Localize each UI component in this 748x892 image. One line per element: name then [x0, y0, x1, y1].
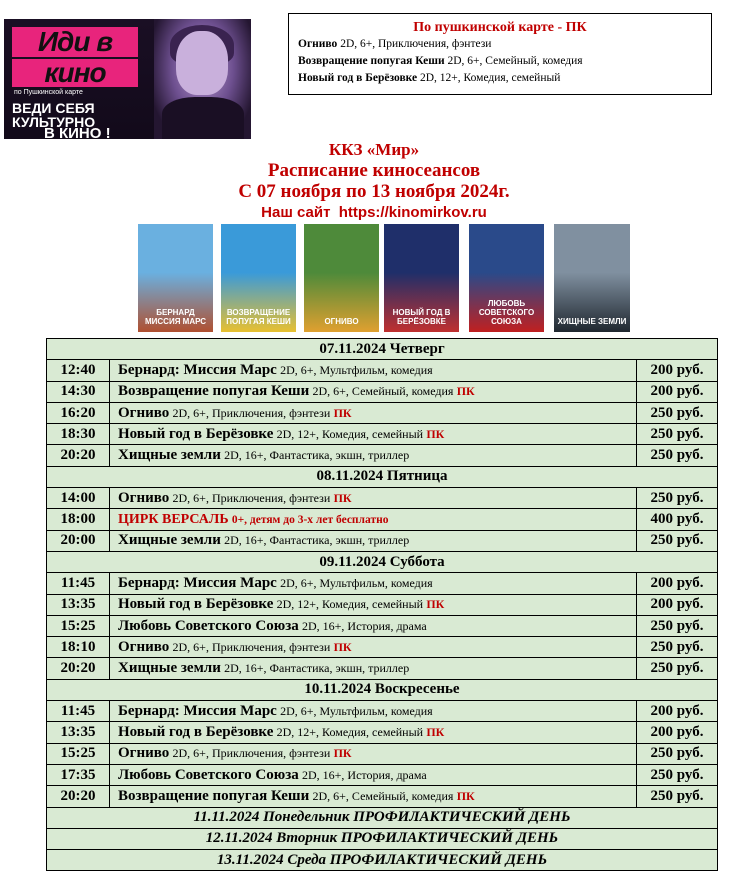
session-film [110, 658, 637, 679]
poster-berezovka[interactable] [384, 224, 459, 332]
film-details: 2D, 6+, Семейный, комедия [447, 55, 583, 67]
session-time: 16:20 [47, 402, 110, 423]
banner-line-4: КУЛЬТУРНО [12, 114, 96, 130]
film-title: Бернард: Миссия Марс [118, 361, 277, 378]
schedule-table [46, 338, 718, 871]
film-title: Возвращение попугая Кеши [298, 55, 445, 67]
film-details: 2D, 6+, Приключения, фэнтези [172, 490, 331, 505]
poster-caption: ЛЮБОВЬ СОВЕТСКОГО СОЮЗА [478, 299, 535, 326]
session-row [47, 594, 718, 615]
session-row [47, 701, 718, 722]
film-title: Новый год в Берёзовке [118, 723, 274, 740]
session-row [47, 764, 718, 785]
session-row [47, 381, 718, 402]
pushkin-card-mark: ПК [426, 724, 445, 739]
pushkin-card-box [288, 13, 712, 95]
film-title: Огниво [118, 638, 170, 655]
film-title: Любовь Советского Союза [118, 617, 299, 634]
session-time: 15:25 [47, 743, 110, 764]
site-label: Наш сайт [261, 204, 331, 221]
film-title: Хищные земли [118, 447, 221, 464]
session-price: 200 руб. [637, 594, 718, 615]
session-price: 250 руб. [637, 658, 718, 679]
day-header: 09.11.2024 Суббота [47, 551, 718, 572]
session-price: 250 руб. [637, 530, 718, 551]
film-title: Новый год в Берёзовке [118, 425, 274, 442]
session-row [47, 488, 718, 509]
film-details: 2D, 6+, Семейный, комедия [312, 384, 454, 399]
session-time: 18:00 [47, 509, 110, 530]
session-row [47, 360, 718, 381]
session-price: 200 руб. [637, 573, 718, 594]
session-price: 250 руб. [637, 637, 718, 658]
film-title: Возвращение попугая Кеши [118, 787, 310, 804]
session-price: 250 руб. [637, 445, 718, 466]
session-time: 14:00 [47, 488, 110, 509]
maintenance-day-row [47, 807, 718, 828]
session-film [110, 424, 637, 445]
film-title: Огниво [118, 489, 170, 506]
film-title: Бернард: Миссия Марс [118, 702, 277, 719]
poster-kesha[interactable] [221, 224, 296, 332]
session-film [110, 381, 637, 402]
session-price: 200 руб. [637, 360, 718, 381]
poster-ognivo[interactable] [304, 224, 379, 332]
venue-name: ККЗ «Мир» [328, 140, 420, 159]
session-film [110, 637, 637, 658]
poster-caption: НОВЫЙ ГОД В БЕРЁЗОВКЕ [392, 308, 451, 326]
maintenance-day: 11.11.2024 Понедельник ПРОФИЛАКТИЧЕСКИЙ ДЕНЬ [47, 807, 718, 828]
session-price: 250 руб. [637, 615, 718, 636]
banner-line-3: ВЕДИ СЕБЯ [12, 100, 95, 116]
film-details: 2D, 6+, Приключения, фэнтези [172, 405, 331, 420]
session-time: 14:30 [47, 381, 110, 402]
session-film [110, 530, 637, 551]
session-row [47, 573, 718, 594]
session-film [110, 743, 637, 764]
film-title: Огниво [118, 745, 170, 762]
session-film [110, 360, 637, 381]
session-film [110, 509, 637, 530]
schedule-dates: С 07 ноября по 13 ноября 2024г. [238, 181, 510, 202]
schedule-title: Расписание киносеансов [267, 160, 481, 181]
pushkin-card-film [298, 53, 711, 70]
film-title: Хищные земли [118, 660, 221, 677]
session-price: 200 руб. [637, 701, 718, 722]
film-title: Новый год в Берёзовке [118, 596, 274, 613]
session-film [110, 445, 637, 466]
pushkin-card-title: По пушкинской карте - ПК [413, 20, 587, 35]
film-details: 2D, 6+, Приключения, фэнтези [340, 38, 492, 50]
session-price: 400 руб. [637, 509, 718, 530]
film-title: Огниво [118, 404, 170, 421]
film-details: 2D, 16+, История, драма [301, 618, 427, 633]
session-row [47, 658, 718, 679]
session-price: 200 руб. [637, 381, 718, 402]
pushkin-card-mark: ПК [333, 490, 352, 505]
film-details: 2D, 6+, Мультфильм, комедия [280, 575, 433, 590]
film-details: 2D, 6+, Мультфильм, комедия [280, 362, 433, 377]
maintenance-day: 12.11.2024 Вторник ПРОФИЛАКТИЧЕСКИЙ ДЕНЬ [47, 828, 718, 849]
film-title: Хищные земли [118, 532, 221, 549]
session-film [110, 701, 637, 722]
session-time: 20:20 [47, 445, 110, 466]
poster-caption: БЕРНАРД МИССИЯ МАРС [144, 308, 207, 326]
pushkin-portrait [154, 19, 251, 139]
poster-khishchnye[interactable] [554, 224, 630, 332]
poster-caption: ХИЩНЫЕ ЗЕМЛИ [557, 317, 627, 326]
site-link[interactable]: https://kinomirkov.ru [338, 204, 487, 221]
poster-lyubov[interactable] [469, 224, 544, 332]
session-time: 20:00 [47, 530, 110, 551]
session-film [110, 786, 637, 807]
session-row [47, 445, 718, 466]
pushkin-card-mark: ПК [333, 639, 352, 654]
day-header-row [47, 466, 718, 487]
banner-line-1: Иди в [12, 27, 138, 57]
pushkin-card-mark: ПК [456, 788, 475, 803]
session-film [110, 573, 637, 594]
poster-caption: ВОЗВРАЩЕНИЕ ПОПУГАЯ КЕШИ [226, 308, 291, 326]
session-film [110, 615, 637, 636]
session-row [47, 743, 718, 764]
maintenance-day-row [47, 850, 718, 871]
day-header: 10.11.2024 Воскресенье [47, 679, 718, 700]
session-row [47, 424, 718, 445]
session-time: 20:20 [47, 786, 110, 807]
session-time: 11:45 [47, 701, 110, 722]
maintenance-day-row [47, 828, 718, 849]
day-header-row [47, 339, 718, 360]
day-header: 08.11.2024 Пятница [47, 466, 718, 487]
event-title: ЦИРК ВЕРСАЛЬ [118, 512, 229, 528]
pushkin-card-film [298, 70, 711, 87]
film-details: 2D, 12+, Комедия, семейный [420, 72, 561, 84]
session-row [47, 615, 718, 636]
session-row [47, 786, 718, 807]
session-time: 18:10 [47, 637, 110, 658]
banner-line-5: В КИНО ! [44, 125, 111, 139]
session-price: 250 руб. [637, 424, 718, 445]
poster-bernard[interactable] [138, 224, 213, 332]
pushkin-card-mark: ПК [333, 746, 352, 761]
film-title: Огниво [298, 38, 338, 50]
session-time: 13:35 [47, 594, 110, 615]
film-details: 2D, 16+, Фантастика, экшн, триллер [224, 448, 410, 463]
day-header: 07.11.2024 Четверг [47, 339, 718, 360]
maintenance-day: 13.11.2024 Среда ПРОФИЛАКТИЧЕСКИЙ ДЕНЬ [47, 850, 718, 871]
film-title: Возвращение попугая Кеши [118, 383, 310, 400]
day-header-row [47, 679, 718, 700]
film-details: 2D, 16+, История, драма [301, 767, 427, 782]
session-time: 13:35 [47, 722, 110, 743]
pushkin-card-mark: ПК [426, 426, 445, 441]
session-time: 15:25 [47, 615, 110, 636]
session-time: 20:20 [47, 658, 110, 679]
film-details: 2D, 6+, Мультфильм, комедия [280, 703, 433, 718]
session-row [47, 530, 718, 551]
session-film [110, 594, 637, 615]
session-price: 250 руб. [637, 402, 718, 423]
film-details: 2D, 12+, Комедия, семейный [276, 426, 424, 441]
pushkin-card-banner [4, 19, 251, 139]
film-details: 2D, 12+, Комедия, семейный [276, 724, 424, 739]
session-film [110, 402, 637, 423]
session-film [110, 488, 637, 509]
film-title: Бернард: Миссия Марс [118, 574, 277, 591]
banner-line-2: кино [12, 59, 138, 87]
film-details: 2D, 16+, Фантастика, экшн, триллер [224, 661, 410, 676]
site-line [0, 204, 748, 221]
session-price: 250 руб. [637, 488, 718, 509]
session-row [47, 722, 718, 743]
poster-caption: ОГНИВО [324, 317, 359, 326]
session-row [47, 402, 718, 423]
film-details: 2D, 6+, Семейный, комедия [312, 788, 454, 803]
session-time: 12:40 [47, 360, 110, 381]
film-title: Любовь Советского Союза [118, 766, 299, 783]
session-film [110, 722, 637, 743]
special-event-row [47, 509, 718, 530]
session-time: 17:35 [47, 764, 110, 785]
session-time: 18:30 [47, 424, 110, 445]
pushkin-card-mark: ПК [456, 384, 475, 399]
film-title: Новый год в Берёзовке [298, 72, 418, 84]
banner-subtitle: по Пушкинской карте [14, 89, 83, 96]
film-details: 2D, 6+, Приключения, фэнтези [172, 746, 331, 761]
pushkin-card-film [298, 36, 711, 53]
session-price: 250 руб. [637, 764, 718, 785]
pushkin-card-mark: ПК [426, 597, 445, 612]
film-details: 2D, 12+, Комедия, семейный [276, 597, 424, 612]
day-header-row [47, 551, 718, 572]
session-film [110, 764, 637, 785]
session-price: 250 руб. [637, 786, 718, 807]
film-details: 2D, 16+, Фантастика, экшн, триллер [224, 533, 410, 548]
film-details: 2D, 6+, Приключения, фэнтези [172, 639, 331, 654]
session-price: 250 руб. [637, 743, 718, 764]
session-time: 11:45 [47, 573, 110, 594]
session-row [47, 637, 718, 658]
pushkin-card-mark: ПК [333, 405, 352, 420]
event-details: 0+, детям до 3-х лет бесплатно [231, 514, 389, 527]
session-price: 200 руб. [637, 722, 718, 743]
